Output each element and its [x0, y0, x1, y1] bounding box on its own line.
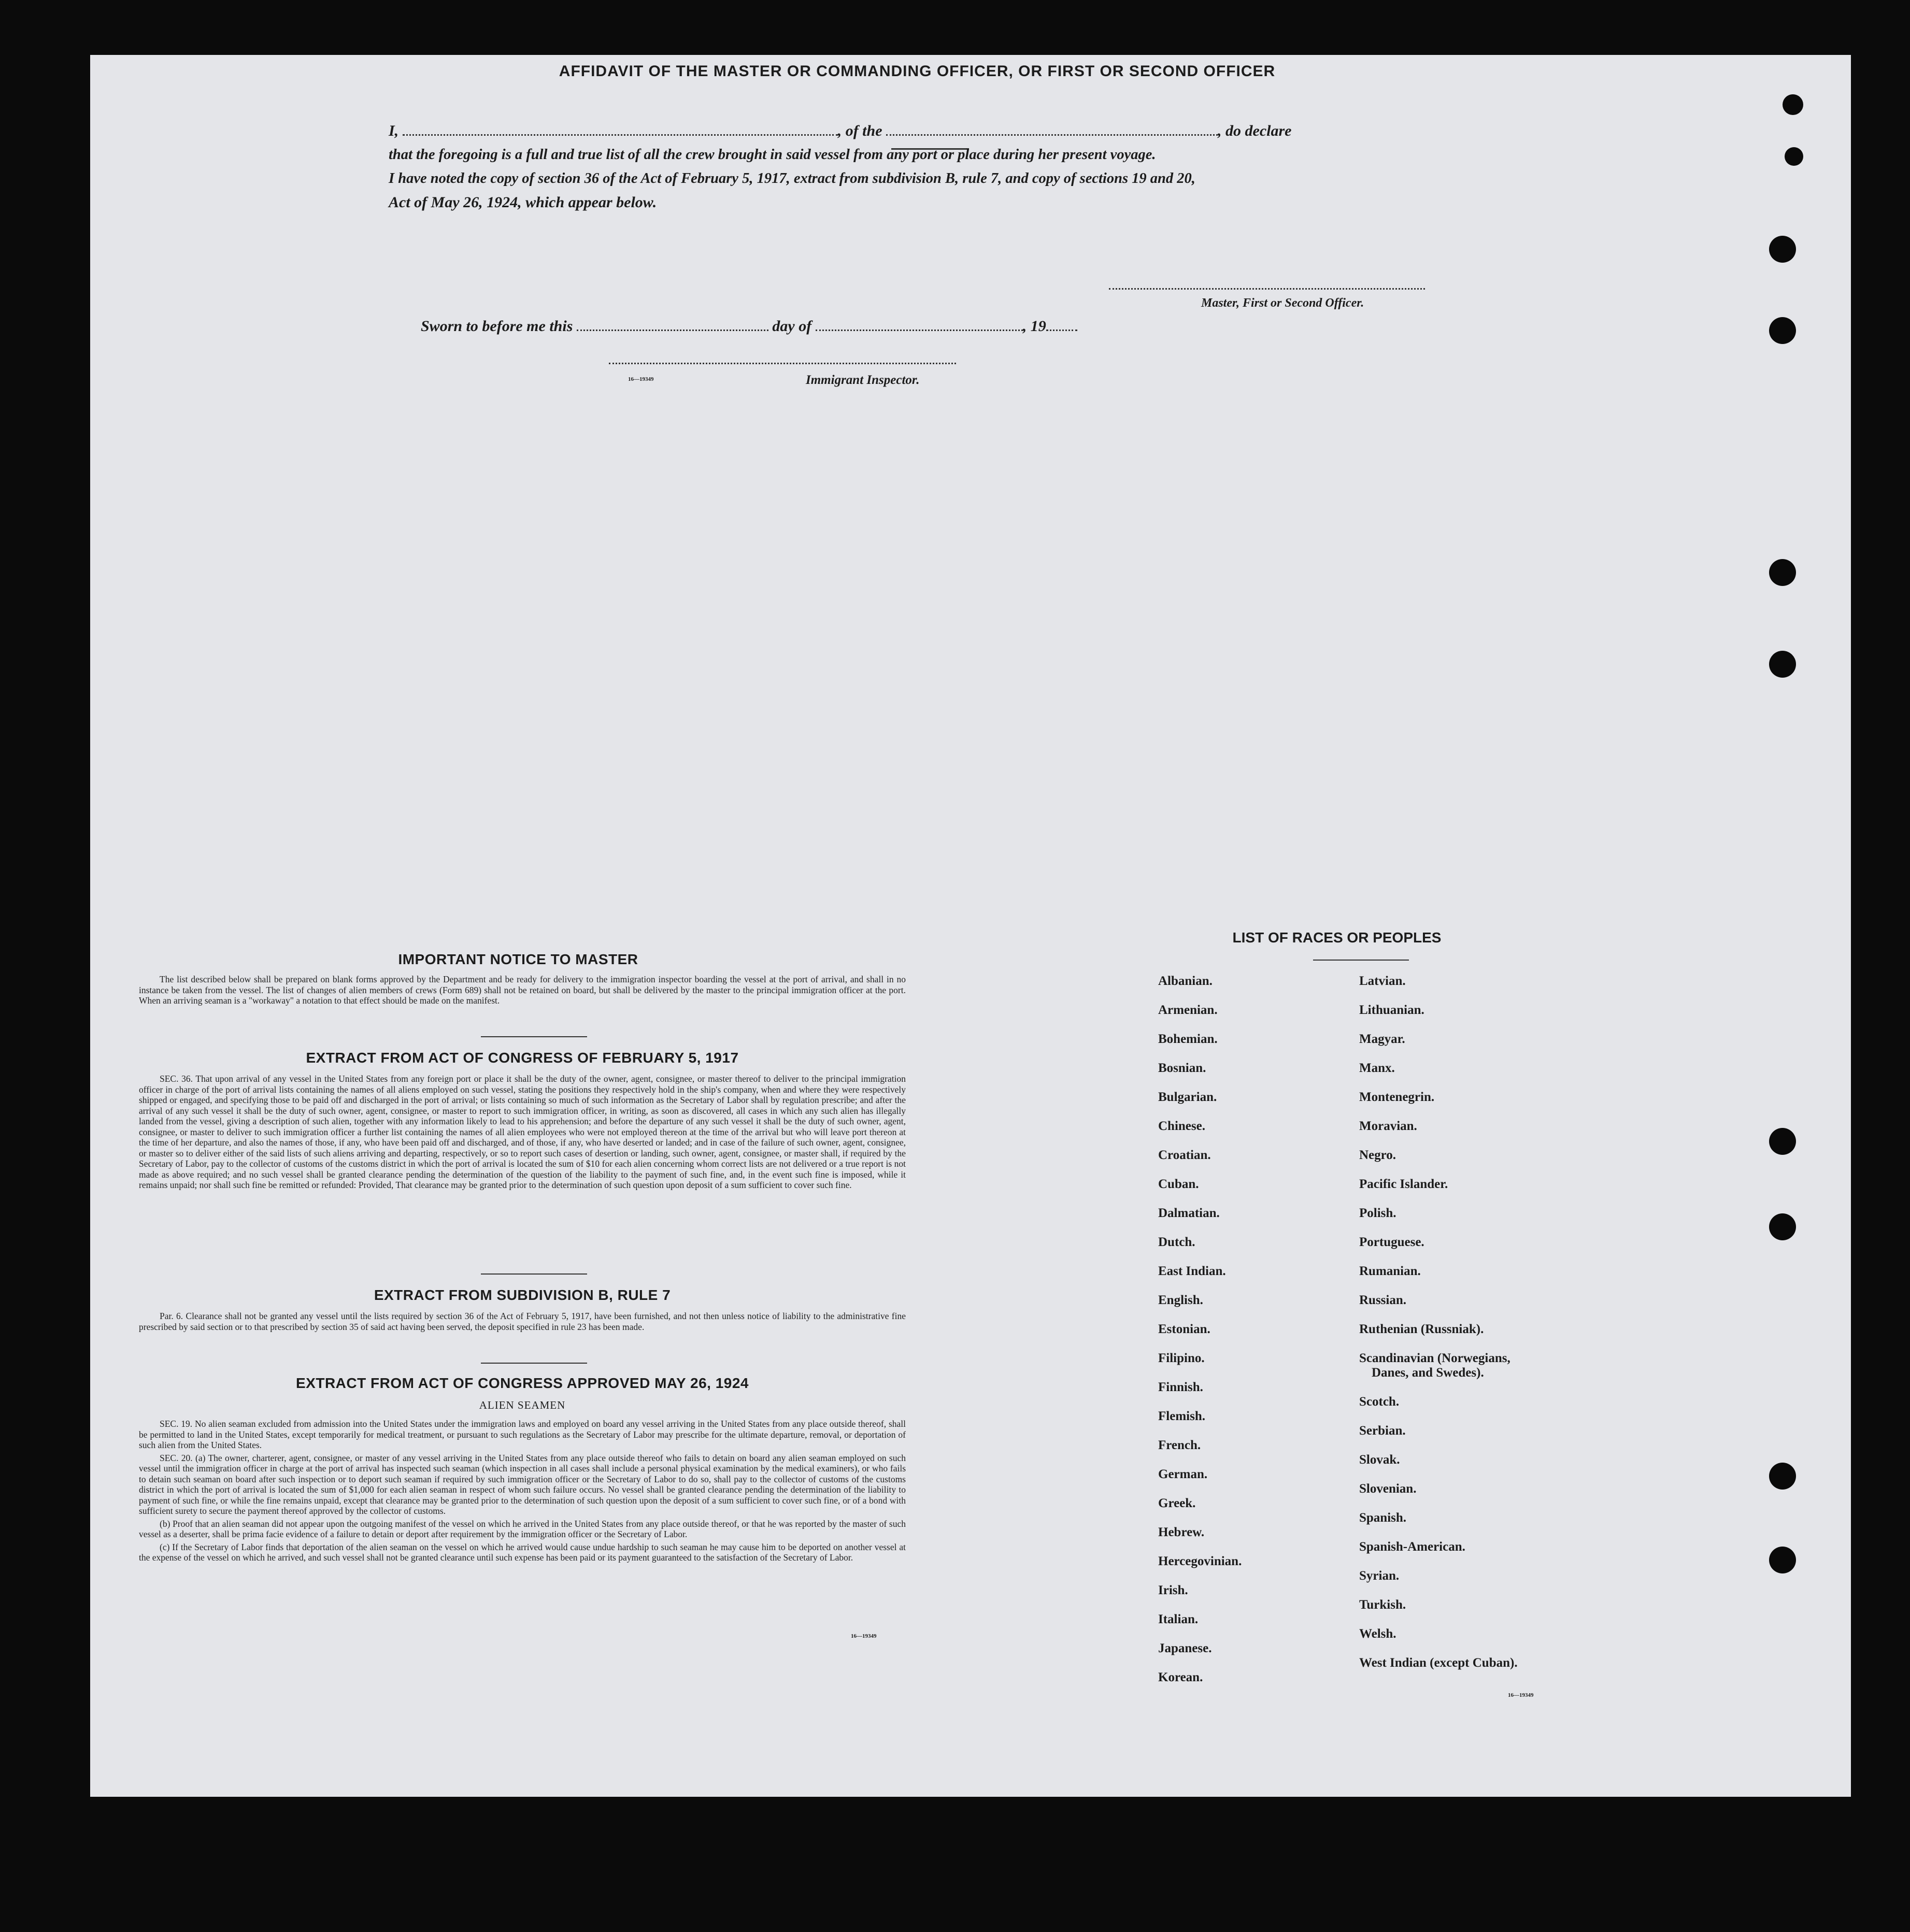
sworn-line: Sworn to before me this day of , 19 [421, 316, 1077, 335]
sworn-day-blank[interactable] [577, 316, 768, 331]
race-item: Korean. [1158, 1670, 1203, 1684]
race-item: Croatian. [1158, 1148, 1211, 1162]
race-item: English. [1158, 1293, 1203, 1307]
race-item: Japanese. [1158, 1641, 1212, 1655]
form-number-right: 16—19349 [1508, 1692, 1534, 1698]
extract-1924-body [139, 1419, 906, 1565]
race-item: Portuguese. [1359, 1235, 1424, 1249]
punch-hole [1783, 94, 1803, 115]
affidavit-line-3: I have noted the copy of section 36 of the Act of February 5, 1917, extract from subdivision B, rule 7, and copy of sections 19 and 20, [389, 170, 1195, 187]
notice-title: IMPORTANT NOTICE TO MASTER [398, 951, 638, 967]
race-item: Finnish. [1158, 1380, 1203, 1394]
race-item: Armenian. [1158, 1003, 1218, 1017]
race-item: Greek. [1158, 1496, 1196, 1510]
race-item: Negro. [1359, 1148, 1396, 1162]
race-item: Welsh. [1359, 1627, 1396, 1641]
race-item: Polish. [1359, 1206, 1396, 1220]
form-number-top: 16—19349 [628, 376, 654, 382]
race-item: Slovak. [1359, 1453, 1400, 1467]
race-item: Rumanian. [1359, 1264, 1421, 1278]
punch-hole [1769, 1128, 1796, 1155]
race-item: Serbian. [1359, 1424, 1406, 1438]
race-item: Moravian. [1359, 1119, 1417, 1133]
divider [481, 1036, 587, 1037]
race-item: Russian. [1359, 1293, 1407, 1307]
race-item: Chinese. [1158, 1119, 1205, 1133]
race-item: Filipino. [1158, 1351, 1205, 1365]
race-item: Scandinavian (Norwegians, [1359, 1351, 1510, 1365]
affidavit-line-1: I, , of the , do declare [389, 119, 1477, 143]
punch-hole [1769, 559, 1796, 586]
inspector-signature-line[interactable] [609, 363, 956, 364]
race-item: Bosnian. [1158, 1061, 1206, 1075]
extract-1924-subtitle: ALIEN SEAMEN [479, 1399, 566, 1411]
race-item: Albanian. [1158, 974, 1213, 988]
sworn-month-blank[interactable] [816, 316, 1023, 331]
punch-hole [1769, 1547, 1796, 1573]
affidavit-text [389, 119, 1477, 214]
extract-1917-title: EXTRACT FROM ACT OF CONGRESS OF FEBRUARY 5, 1917 [306, 1050, 739, 1066]
sec-20c: (c) If the Secretary of Labor finds that deportation of the alien seaman on the vessel on which he arrived would cause undue hardship to such seaman he may cause him to be deported on another vessel at the expense of the vessel on which he arrived, and such vessel shall not be granted clearance until such expense has been paid or its payment guaranteed to the satisfaction of the Secretary of Labor. [139, 1541, 906, 1563]
races-underline [1313, 960, 1409, 961]
divider [481, 1273, 587, 1275]
vessel-blank[interactable] [886, 121, 1218, 136]
race-item: Italian. [1158, 1612, 1199, 1626]
race-item: Bohemian. [1158, 1032, 1218, 1046]
master-signature-line[interactable] [1109, 288, 1425, 290]
race-item: Bulgarian. [1158, 1090, 1217, 1104]
race-item: Pacific Islander. [1359, 1177, 1448, 1191]
punch-hole [1769, 1463, 1796, 1490]
punch-hole [1769, 1213, 1796, 1240]
race-item: Montenegrin. [1359, 1090, 1435, 1104]
race-item: East Indian. [1158, 1264, 1226, 1278]
race-item: Latvian. [1359, 974, 1406, 988]
extract-1924-title: EXTRACT FROM ACT OF CONGRESS APPROVED MAY 26, 1924 [296, 1375, 749, 1391]
punch-hole [1769, 651, 1796, 678]
extract-rule7-title: EXTRACT FROM SUBDIVISION B, RULE 7 [374, 1287, 671, 1303]
inspector-label: Immigrant Inspector. [806, 373, 920, 387]
extract-rule7-body: Par. 6. Clearance shall not be granted any vessel until the lists required by section 36 of the Act of February 5, 1917, have been furnished, and not then unless notice of liability to the administrative fine prescribed by said section or to that prescribed by section 35 of said act having been served, the deposit specified in rule 23 has been made. [139, 1311, 906, 1332]
punch-hole [1769, 236, 1796, 263]
sec-20a: SEC. 20. (a) The owner, charterer, agent, consignee, or master of any vessel arriving in the United States from any place outside thereof who fails to detain on board any alien seaman employed on such vessel until the immigration officer in charge at the port of arrival has inspected such seaman (which inspection in all cases shall include a personal physical examination by the medical examiners), or who fails to detain such seaman on board after such inspection or to deport such seaman if required by such immigration officer or the Secretary of Labor to do so, shall pay to the collector of customs of the customs district in which the port of arrival is located the sum of $1,000 for each alien seaman in respect of whom such failure occurs. No vessel shall be granted clearance pending the determination of the liability to payment of such fine, or while the fine remains unpaid, except that clearance may be granted prior to the determination of such question upon the deposit of a sum sufficient to cover such fine, or of a bond with sufficient surety to secure the payment thereof approved by the collector of customs. [139, 1452, 906, 1516]
form-number-left: 16—19349 [851, 1633, 877, 1639]
race-item: Hercegovinian. [1158, 1554, 1242, 1568]
race-item: Magyar. [1359, 1032, 1405, 1046]
race-item: Manx. [1359, 1061, 1395, 1075]
race-item: Irish. [1158, 1583, 1188, 1597]
affidavit-line-4: Act of May 26, 1924, which appear below. [389, 194, 657, 211]
notice-body: The list described below shall be prepared on blank forms approved by the Department and be ready for delivery to the immigration inspector boarding the vessel at the port of arrival, and shall in no instance be taken from the vessel. The list of changes of alien members of crews (Form 689) shall not be retained on board, but shall be delivered by the master to the principal immigration officer at the port. When an arriving seaman is a "workaway" a notation to that effect should be made on the manifest. [139, 974, 906, 1006]
race-item: Cuban. [1158, 1177, 1199, 1191]
race-item: Estonian. [1158, 1322, 1210, 1336]
race-item: French. [1158, 1438, 1201, 1452]
sec-19: SEC. 19. No alien seaman excluded from admission into the United States under the immigration laws and employed on board any vessel arriving in the United States from any place outside thereof, shall be permitted to land in the United States, except temporarily for medical treatment, or pursuant to such regulations as the Secretary of Labor may prescribe for the ultimate departure, removal, or deportation of such alien from the United States. [139, 1419, 906, 1450]
race-item: Hebrew. [1158, 1525, 1205, 1539]
race-item: Ruthenian (Russniak). [1359, 1322, 1484, 1336]
races-left-column [1158, 974, 1242, 1699]
race-item: Lithuanian. [1359, 1003, 1424, 1017]
race-item: Flemish. [1158, 1409, 1205, 1423]
sec-20b: (b) Proof that an alien seaman did not appear upon the outgoing manifest of the vessel on which he arrived in the United States from any place outside thereof, or that he was reported by the master of such vessel as a deserter, shall be prima facie evidence of a failure to detain or deport after requirement by the immigration officer or the Secretary of Labor. [139, 1518, 906, 1539]
extract-1917-body: SEC. 36. That upon arrival of any vessel in the United States from any foreign port or place it shall be the duty of the owner, agent, consignee, or master thereof to deliver to the principal immigration officer in charge of the port of arrival lists containing the names of all aliens employed on such vessel, stating the positions they respectively hold in the ship's company, when and where they were respectively shipped or engaged, and specifying those to be paid off and discharged in the port of arrival; or lists containing so much of such information as the Secretary of Labor shall by regulation prescribe; and after the arrival of any such vessel it shall be the duty of such owner, agent, consignee, or master to report to such immigration officer, in writing, as soon as discovered, all cases in which any such alien has illegally landed from the vessel, giving a description of such alien, together with any information likely to lead to his apprehension; and before the departure of any such vessel it shall be the duty of such owner, agent, consignee, or master to deliver to such immigration officer a further list containing the names of all alien employees who were not employed thereon at the time of the arrival but who will leave port thereon at the time of her departure, and also the names of those, if any, who have been paid off and discharged, and of those, if any, who have deserted or landed; and in case of the failure of such owner, agent, consignee, or master so to deliver either of the said lists of such aliens arriving and departing, respectively, or so to report such cases of desertion or landing, such owner, agent, consignee, or master shall, if required by the Secretary of Labor, pay to the collector of customs of the customs district in which the port of arrival is located the sum of $10 for each alien concerning whom correct lists are not delivered or a true report is not made as above required; and no such vessel shall be granted clearance pending the determination of the question of the liability to the payment of such fine, and, in the event such fine is imposed, while it remains unpaid; nor shall such fine be remitted or refunded: Provided, That clearance may be granted prior to the determination of such question upon deposit of a sum sufficient to cover such fine. [139, 1074, 906, 1190]
race-item: Danes, and Swedes). [1372, 1366, 1484, 1380]
race-item: Scotch. [1359, 1395, 1400, 1409]
name-blank[interactable] [403, 121, 838, 136]
race-item: Turkish. [1359, 1598, 1406, 1612]
race-item: Spanish-American. [1359, 1540, 1465, 1554]
punch-hole [1785, 147, 1803, 166]
race-item: Syrian. [1359, 1569, 1400, 1583]
race-item: West Indian (except Cuban). [1359, 1656, 1518, 1670]
races-title: LIST OF RACES OR PEOPLES [1232, 929, 1442, 946]
race-item: Slovenian. [1359, 1482, 1417, 1496]
divider [481, 1363, 587, 1364]
race-item: Dutch. [1158, 1235, 1195, 1249]
punch-hole [1769, 317, 1796, 344]
race-item: Dalmatian. [1158, 1206, 1220, 1220]
master-label: Master, First or Second Officer. [1201, 296, 1364, 310]
race-item: Spanish. [1359, 1511, 1407, 1525]
sworn-year-blank[interactable] [1046, 316, 1077, 331]
races-right-column [1359, 974, 1518, 1685]
affidavit-line-2: that the foregoing is a full and true list of all the crew brought in said vessel from any port or place during her present voyage. [389, 147, 1156, 163]
affidavit-title: AFFIDAVIT OF THE MASTER OR COMMANDING OFFICER, OR FIRST OR SECOND OFFICER [559, 63, 1276, 80]
race-item: German. [1158, 1467, 1208, 1481]
